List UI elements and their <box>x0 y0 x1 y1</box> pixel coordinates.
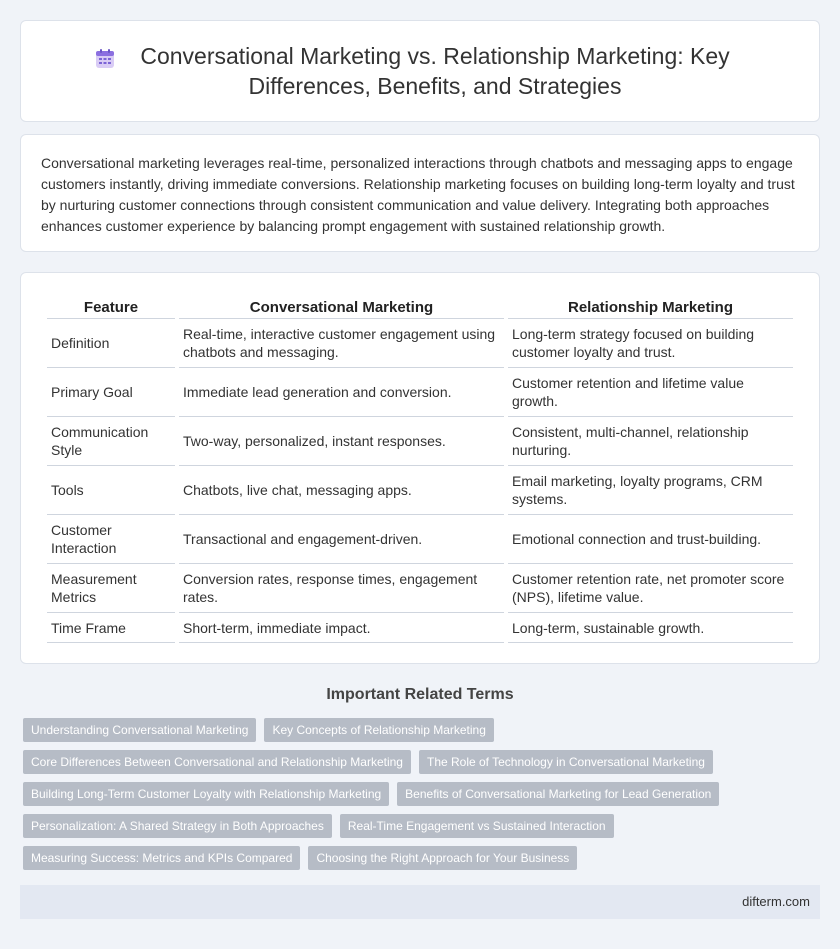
related-term-tag[interactable]: Personalization: A Shared Strategy in Both Approaches <box>23 814 332 838</box>
conversational-cell: Chatbots, live chat, messaging apps. <box>179 466 504 515</box>
feature-cell: Customer Interaction <box>47 515 175 564</box>
feature-cell: Tools <box>47 466 175 515</box>
relationship-cell: Customer retention rate, net promoter score (NPS), lifetime value. <box>508 564 793 613</box>
table-row <box>47 466 793 515</box>
related-term-tag[interactable]: Understanding Conversational Marketing <box>23 718 256 742</box>
relationship-cell: Email marketing, loyalty programs, CRM systems. <box>508 466 793 515</box>
feature-cell: Measurement Metrics <box>47 564 175 613</box>
table-row <box>47 319 793 368</box>
feature-cell: Primary Goal <box>47 368 175 417</box>
footer <box>20 885 820 919</box>
table-row <box>47 613 793 643</box>
column-header-conversational: Conversational Marketing <box>179 295 504 319</box>
page-title: Conversational Marketing vs. Relationship Marketing: Key Differences, Benefits, and Strategies <box>140 43 730 99</box>
conversational-cell: Conversion rates, response times, engagement rates. <box>179 564 504 613</box>
table-row <box>47 515 793 564</box>
relationship-cell: Long-term, sustainable growth. <box>508 613 793 643</box>
related-term-tag[interactable]: Choosing the Right Approach for Your Business <box>308 846 577 870</box>
table-header-row <box>47 295 793 319</box>
conversational-cell: Immediate lead generation and conversion. <box>179 368 504 417</box>
comparison-table-card <box>20 272 820 664</box>
relationship-cell: Long-term strategy focused on building customer loyalty and trust. <box>508 319 793 368</box>
header-card <box>20 20 820 122</box>
summary-card <box>20 134 820 252</box>
related-term-tag[interactable]: Benefits of Conversational Marketing for Lead Generation <box>397 782 719 806</box>
conversational-cell: Two-way, personalized, instant responses. <box>179 417 504 466</box>
relationship-cell: Customer retention and lifetime value growth. <box>508 368 793 417</box>
table-row <box>47 417 793 466</box>
conversational-cell: Real-time, interactive customer engagement using chatbots and messaging. <box>179 319 504 368</box>
table-row <box>47 564 793 613</box>
conversational-cell: Short-term, immediate impact. <box>179 613 504 643</box>
related-term-tag[interactable]: The Role of Technology in Conversational Marketing <box>419 750 713 774</box>
feature-cell: Definition <box>47 319 175 368</box>
relationship-cell: Consistent, multi-channel, relationship nurturing. <box>508 417 793 466</box>
comparison-table <box>43 295 797 643</box>
summary-text: Conversational marketing leverages real-time, personalized interactions through chatbots and messaging apps to engage customers instantly, driving immediate conversions. Relationship marketing focuses on building long-term loyalty and trust by nurturing customer connections through consistent communication and value delivery. Integrating both approaches enhances customer experience by balancing prompt engagement with sustained relationship growth. <box>41 155 795 234</box>
related-term-tag[interactable]: Building Long-Term Customer Loyalty with Relationship Marketing <box>23 782 389 806</box>
related-terms-list <box>23 718 813 870</box>
feature-cell: Communication Style <box>47 417 175 466</box>
column-header-relationship: Relationship Marketing <box>508 295 793 319</box>
table-row <box>47 368 793 417</box>
related-term-tag[interactable]: Measuring Success: Metrics and KPIs Compared <box>23 846 300 870</box>
site-link[interactable]: difterm.com <box>742 894 810 909</box>
related-term-tag[interactable]: Key Concepts of Relationship Marketing <box>264 718 493 742</box>
relationship-cell: Emotional connection and trust-building. <box>508 515 793 564</box>
related-term-tag[interactable]: Core Differences Between Conversational and Relationship Marketing <box>23 750 411 774</box>
related-terms-title: Important Related Terms <box>326 686 514 703</box>
conversational-cell: Transactional and engagement-driven. <box>179 515 504 564</box>
related-term-tag[interactable]: Real-Time Engagement vs Sustained Interaction <box>340 814 614 838</box>
feature-cell: Time Frame <box>47 613 175 643</box>
column-header-feature: Feature <box>47 295 175 319</box>
